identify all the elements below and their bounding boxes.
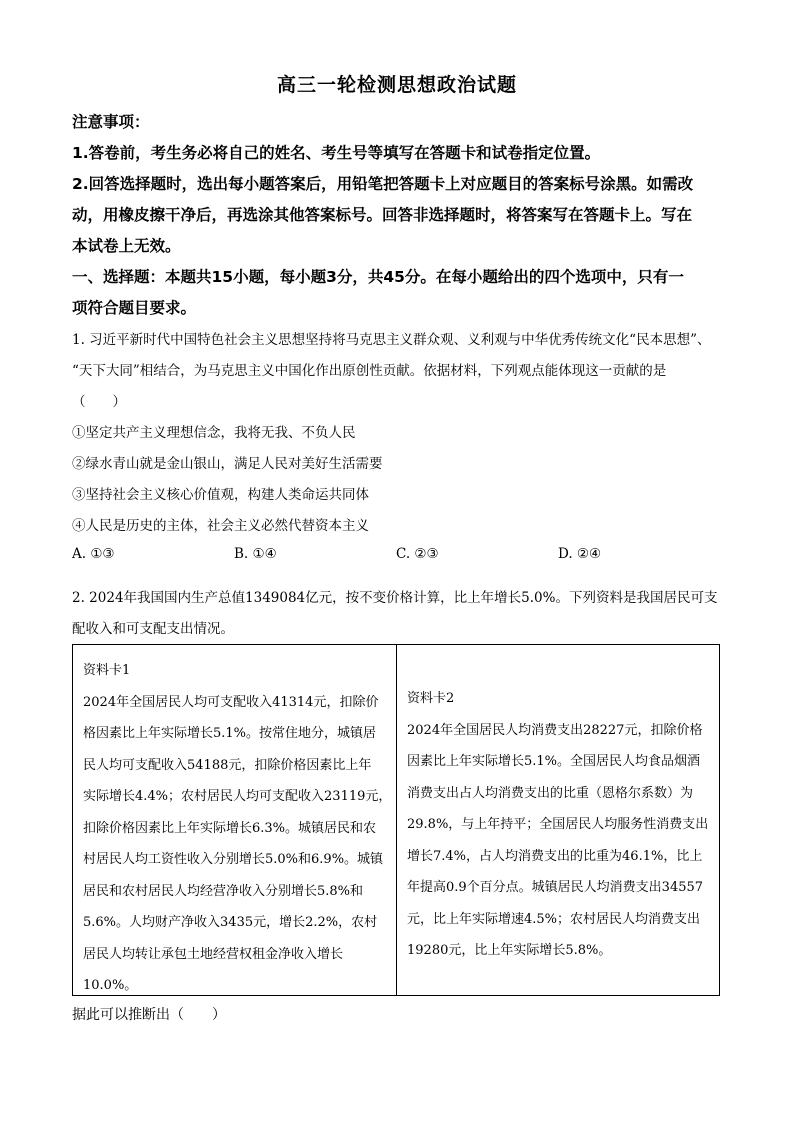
data-card-1 (73, 645, 397, 995)
card2-line: 2024年全国居民人均消费支出28227元，扣除价格 (407, 722, 703, 738)
card2-line: 元，比上年实际增速4.5%；农村居民人均消费支出 (407, 911, 701, 927)
q1-statement: ④人民是历史的主体，社会主义必然代替资本主义 (72, 518, 369, 534)
card1-line: 实际增长4.4%；农村居民人均可支配收入23119元， (83, 789, 392, 804)
q1-stem: “天下大同”相结合，为马克思主义中国化作出原创性贡献。依据材料，下列观点能体现这一贡献的是 (72, 363, 667, 379)
option-a: A. ①③ (72, 546, 115, 562)
q2-stem: 2. 2024年我国国内生产总值1349084亿元，按不变价格计算，比上年增长5.0%。下列资料是我国居民可支 (72, 590, 718, 606)
section-heading: 项符合题目要求。 (72, 299, 197, 317)
q1-statement: ①坚定共产主义理想信念，我将无我、不负人民 (72, 425, 356, 441)
card1-line: 格因素比上年实际增长5.1%。按常住地分，城镇居 (83, 726, 377, 741)
card1-line: 10.0%。 (83, 978, 138, 993)
card1-line: 5.6%。人均财产净收入3435元，增长2.2%，农村 (83, 915, 378, 930)
card1-line: 2024年全国居民人均可支配收入41314元，扣除价 (83, 694, 379, 710)
card1-line: 居民和农村居民人均经营净收入分别增长5.8%和 (83, 883, 364, 899)
card2-line: 消费支出占人均消费支出的比重（恩格尔系数）为 (407, 785, 694, 801)
option-d: D. ②④ (558, 546, 602, 562)
notice-heading: 注意事项： (72, 113, 150, 131)
card2-line: 年提高0.9个百分点。城镇居民人均消费支出34557 (407, 880, 704, 895)
card2-line: 增长7.4%，占人均消费支出的比重为46.1%，比上 (407, 848, 703, 864)
data-card-2 (397, 645, 721, 995)
q2-prompt: 据此可以推断出（ ） (72, 1007, 226, 1023)
notice-line: 本试卷上无效。 (72, 237, 181, 255)
q2-stem: 配收入和可支配支出情况。 (72, 621, 234, 637)
q1-statement: ②绿水青山就是金山银山，满足人民对美好生活需要 (72, 456, 383, 472)
notice-line: 1.答卷前，考生务必将自己的姓名、考生号等填写在答题卡和试卷指定位置。 (72, 144, 601, 162)
q1-options (72, 546, 726, 568)
card1-line: 扣除价格因素比上年实际增长6.3%。城镇居民和农 (83, 820, 377, 836)
section-heading: 一、选择题：本题共15小题，每小题3分，共45分。在每小题给出的四个选项中，只有一 (72, 268, 684, 286)
page-title: 高三一轮检测思想政治试题 (276, 74, 517, 96)
option-c: C. ②③ (396, 546, 439, 562)
card1-line: 资料卡1 (83, 663, 131, 678)
option-b: B. ①④ (234, 546, 277, 562)
q1-statement: ③坚持社会主义核心价值观，构建人类命运共同体 (72, 487, 369, 503)
card1-line: 居民人均转让承包土地经营权租金净收入增长 (83, 946, 344, 962)
notice-line: 动，用橡皮擦干净后，再选涂其他答案标号。回答非选择题时，将答案写在答题卡上。写在 (72, 206, 693, 224)
q1-stem: （ ） (72, 394, 126, 410)
data-card-table (72, 644, 720, 996)
card1-line: 村居民人均工资性收入分别增长5.0%和6.9%。城镇 (83, 852, 384, 867)
card1-line: 民人均可支配收入54188元，扣除价格因素比上年 (83, 757, 372, 773)
card2-line: 因素比上年实际增长5.1%。全国居民人均食品烟酒 (407, 754, 701, 769)
card2-line: 29.8%，与上年持平；全国居民人均服务性消费支出 (407, 817, 709, 832)
q1-stem: 1. 习近平新时代中国特色社会主义思想坚持将马克思主义群众观、义利观与中华优秀传统文化“民本思想”、 (72, 332, 711, 348)
card2-line: 资料卡2 (407, 691, 455, 706)
notice-line: 2.回答选择题时，选出每小题答案后，用铅笔把答题卡上对应题目的答案标号涂黑。如需改 (72, 175, 694, 193)
card2-line: 19280元，比上年实际增长5.8%。 (407, 943, 612, 958)
